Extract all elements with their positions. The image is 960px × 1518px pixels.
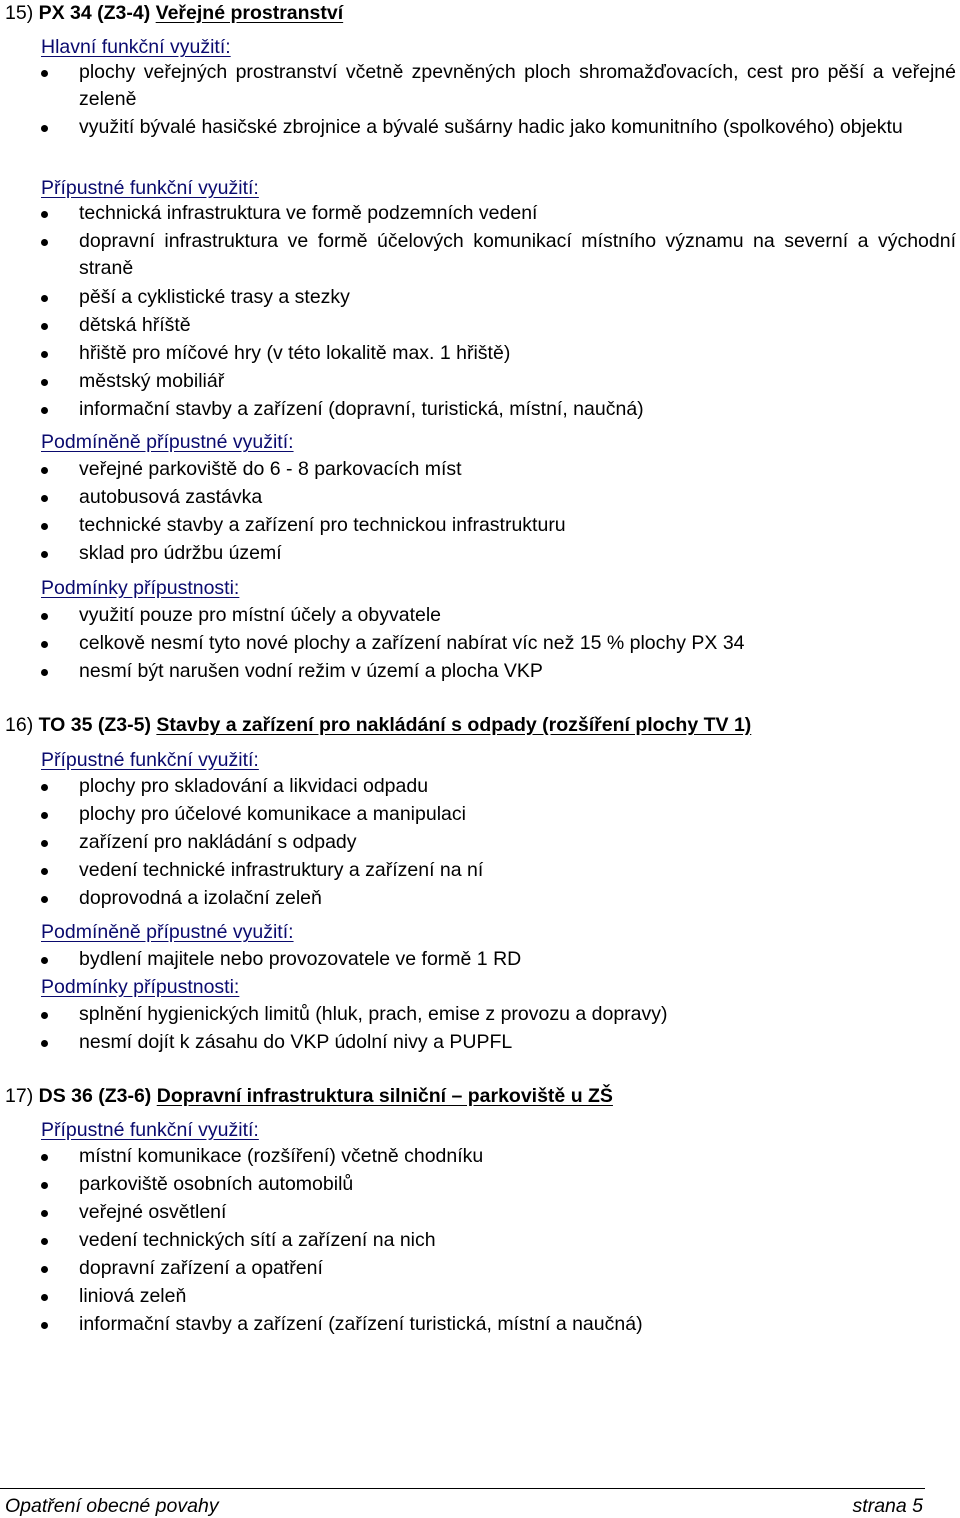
bullet-icon xyxy=(41,407,48,414)
list-item-text: místní komunikace (rozšíření) včetně chodníku xyxy=(79,1145,484,1167)
list-item-text: dopravní zařízení a opatření xyxy=(79,1257,323,1279)
group-label: Přípustné funkční využití: xyxy=(41,177,259,199)
section-title: Stavby a zařízení pro nakládání s odpady (rozšíření plochy TV 1) xyxy=(156,714,752,736)
list-item-text: sklad pro údržbu území xyxy=(79,542,282,564)
list-item-text: plochy pro skladování a likvidaci odpadu xyxy=(79,775,429,797)
bullet-icon xyxy=(41,295,48,302)
list-item-text: technická infrastruktura ve formě podzemních vedení xyxy=(79,202,538,224)
bullet-icon xyxy=(41,868,48,875)
list-item-text: parkoviště osobních automobilů xyxy=(79,1173,354,1195)
list-item-text: splnění hygienických limitů (hluk, prach, emise z provozu a dopravy) xyxy=(79,1003,668,1025)
bullet-icon xyxy=(41,467,48,474)
bullet-icon xyxy=(41,523,48,530)
section-code: TO 35 (Z3-5) xyxy=(38,714,151,736)
bullet-icon xyxy=(41,1294,48,1301)
list-item xyxy=(41,228,956,284)
bullet-icon xyxy=(41,70,48,77)
list-item-text: celkově nesmí tyto nové plochy a zařízení nabírat víc než 15 % plochy PX 34 xyxy=(79,632,745,654)
list-item-text: vedení technických sítí a zařízení na nich xyxy=(79,1229,436,1251)
list-item xyxy=(41,59,956,115)
section-code: PX 34 (Z3-4) xyxy=(38,2,151,24)
bullet-icon xyxy=(41,1040,48,1047)
list-item-text: informační stavby a zařízení (dopravní, turistická, místní, naučná) xyxy=(79,398,644,420)
bullet-icon xyxy=(41,1012,48,1019)
list-item-text: informační stavby a zařízení (zařízení turistická, místní a naučná) xyxy=(79,1313,643,1335)
list-item-text: plochy pro účelové komunikace a manipulaci xyxy=(79,803,466,825)
bullet-icon xyxy=(41,669,48,676)
footer-page-number: strana 5 xyxy=(852,1495,923,1517)
bullet-icon xyxy=(41,239,48,246)
section-title: Dopravní infrastruktura silniční – parkoviště u ZŠ xyxy=(156,1085,613,1107)
bullet-icon xyxy=(41,1210,48,1217)
bullet-icon xyxy=(41,1182,48,1189)
list-item-text: doprovodná a izolační zeleň xyxy=(79,887,322,909)
bullet-icon xyxy=(41,1154,48,1161)
bullet-icon xyxy=(41,812,48,819)
list-item-text: využití bývalé hasičské zbrojnice a bývalé sušárny hadic jako komunitního (spolkového) objektu xyxy=(79,116,903,138)
bullet-icon xyxy=(41,957,48,964)
section-heading xyxy=(5,713,751,737)
bullet-icon xyxy=(41,211,48,218)
group-label: Přípustné funkční využití: xyxy=(41,1119,259,1141)
group-label: Podmíněně přípustné využití: xyxy=(41,921,294,943)
list-item-text: využití pouze pro místní účely a obyvatele xyxy=(79,604,442,626)
bullet-icon xyxy=(41,784,48,791)
section-number: 15) xyxy=(5,2,34,24)
bullet-icon xyxy=(41,613,48,620)
list-item-text: plochy veřejných prostranství včetně zpevněných ploch shromažďovacích, cest pro pěší a veřejné zeleně xyxy=(79,61,956,110)
section-number: 17) xyxy=(5,1085,34,1107)
section-number: 16) xyxy=(5,714,34,736)
section-heading xyxy=(5,1084,613,1108)
group-label: Přípustné funkční využití: xyxy=(41,749,259,771)
section-title: Veřejné prostranství xyxy=(155,2,344,24)
group-label: Hlavní funkční využití: xyxy=(41,36,231,58)
bullet-icon xyxy=(41,495,48,502)
bullet-icon xyxy=(41,1266,48,1273)
list-item-text: zařízení pro nakládání s odpady xyxy=(79,831,357,853)
footer-document-title: Opatření obecné povahy xyxy=(5,1495,219,1517)
bullet-icon xyxy=(41,896,48,903)
list-item-text: bydlení majitele nebo provozovatele ve formě 1 RD xyxy=(79,948,522,970)
list-item-text: veřejné osvětlení xyxy=(79,1201,227,1223)
group-label: Podmínky přípustnosti: xyxy=(41,577,240,599)
bullet-icon xyxy=(41,379,48,386)
list-item-text: městský mobiliář xyxy=(79,370,225,392)
bullet-icon xyxy=(41,840,48,847)
list-item-text: nesmí dojít k zásahu do VKP údolní nivy a PUPFL xyxy=(79,1031,513,1053)
list-item-text: hřiště pro míčové hry (v této lokalitě max. 1 hřiště) xyxy=(79,342,511,364)
list-item-text: dopravní infrastruktura ve formě účelových komunikací místního významu na severní a východní straně xyxy=(79,230,956,279)
group-label: Podmínky přípustnosti: xyxy=(41,976,240,998)
list-item-text: dětská hříště xyxy=(79,314,191,336)
list-item-text: technické stavby a zařízení pro technickou infrastrukturu xyxy=(79,514,566,536)
footer-divider xyxy=(0,1488,925,1489)
list-item-text: veřejné parkoviště do 6 - 8 parkovacích míst xyxy=(79,458,462,480)
section-heading xyxy=(5,1,343,25)
bullet-icon xyxy=(41,1322,48,1329)
bullet-icon xyxy=(41,351,48,358)
list-item-text: autobusová zastávka xyxy=(79,486,263,508)
bullet-icon xyxy=(41,1238,48,1245)
list-item xyxy=(41,114,956,170)
bullet-icon xyxy=(41,551,48,558)
section-code: DS 36 (Z3-6) xyxy=(38,1085,152,1107)
list-item-text: nesmí být narušen vodní režim v území a plocha VKP xyxy=(79,660,543,682)
list-item-text: vedení technické infrastruktury a zařízení na ní xyxy=(79,859,484,881)
bullet-icon xyxy=(41,641,48,648)
list-item-text: pěší a cyklistické trasy a stezky xyxy=(79,286,350,308)
bullet-icon xyxy=(41,323,48,330)
group-label: Podmíněně přípustné využití: xyxy=(41,431,294,453)
list-item-text: liniová zeleň xyxy=(79,1285,187,1307)
bullet-icon xyxy=(41,125,48,132)
